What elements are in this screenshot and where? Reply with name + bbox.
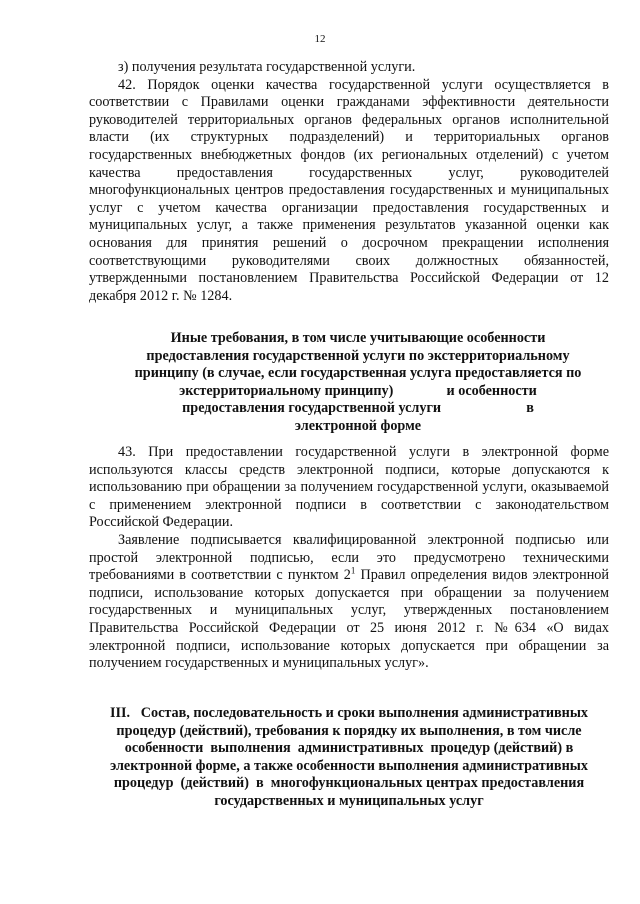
heading-line: особенности выполнения административных процедур (действий) в: [124, 740, 574, 757]
heading-line: Иные требования, в том числе учитывающие особенности: [170, 330, 546, 346]
section-43-block: [89, 444, 609, 673]
heading-line: процедур (действий) в многофункциональных центрах предоставления: [113, 775, 585, 792]
heading-line: принципу (в случае, если государственная услуга предоставляется по: [134, 365, 582, 382]
heading-section-iii: [84, 705, 614, 811]
heading-line: электронной форме, а также особенности выполнения административных: [110, 757, 588, 774]
heading-other-requirements: [108, 330, 608, 436]
heading-line: электронной форме: [294, 417, 422, 434]
signature-text-start: Заявление подписывается квалифицированной электронной подписью или простой электронной подписью, если это предусмотрено техническими требованиями в соответствии с пунктом 2: [89, 531, 609, 584]
heading-line: экстерриториальному принципу) и особенности: [179, 382, 537, 399]
heading-line: предоставления государственной услуги по экстерриториальному: [146, 347, 570, 364]
paragraph-42: 42. Порядок оценки качества государственной услуги осуществляется в соответствии с Правилами оценки гражданами эффективности деятельности руководителей территориальных органов федеральных органов исполнительной власти (их структурных подразделений) и территориальных органов государственных внебюджетных фондов (их региональных отделений) с учетом качества предоставления государственных услуг, руководителей многофункциональных центров предоставления государственных и муниципальных услуг с учетом качества организации предоставления государственных и муниципальных услуг, а также применения результатов указанной оценки как основания для принятия решений о досрочном прекращении исполнения соответствующими руководителями своих должностных обязанностей, утвержденными постановлением Правительства Российской Федерации от 12 декабря 2012 г. № 1284.: [89, 76, 609, 304]
heading-line: государственных и муниципальных услуг: [214, 792, 484, 809]
footnote-superscript: 1: [350, 565, 356, 576]
item-z-paragraph: з) получения результата государственной услуги.: [118, 59, 416, 75]
signature-text-end: Правил определения видов электронной подписи, использование которых допускается при обращении за получением государственных и муниципальных услуг, утвержденных постановлением Правительства Российской Федерации от 25 июня 2012 г. №634 «О видах электронной подписи, использование которых допускается при обращении за получением государственных и муниципальных услуг».: [89, 567, 609, 672]
paragraph-43: 43. При предоставлении государственной услуги в электронной форме используются классы средств электронной подписи, которые допускаются к использованию при обращении за получением государственной услуги, оказываемой с применением электронной подписи в соответствии с законодательством Российской Федерации.: [89, 444, 609, 531]
paragraph-signature: [89, 532, 609, 673]
section-42-block: [89, 59, 609, 305]
heading-line: предоставления государственной услуги в: [182, 400, 534, 417]
heading-line: процедур (действий), требования к порядку их выполнения, в том числе: [116, 722, 582, 739]
heading-line: III. Состав, последовательность и сроки выполнения административных: [109, 705, 589, 721]
page-number: 12: [314, 33, 326, 45]
